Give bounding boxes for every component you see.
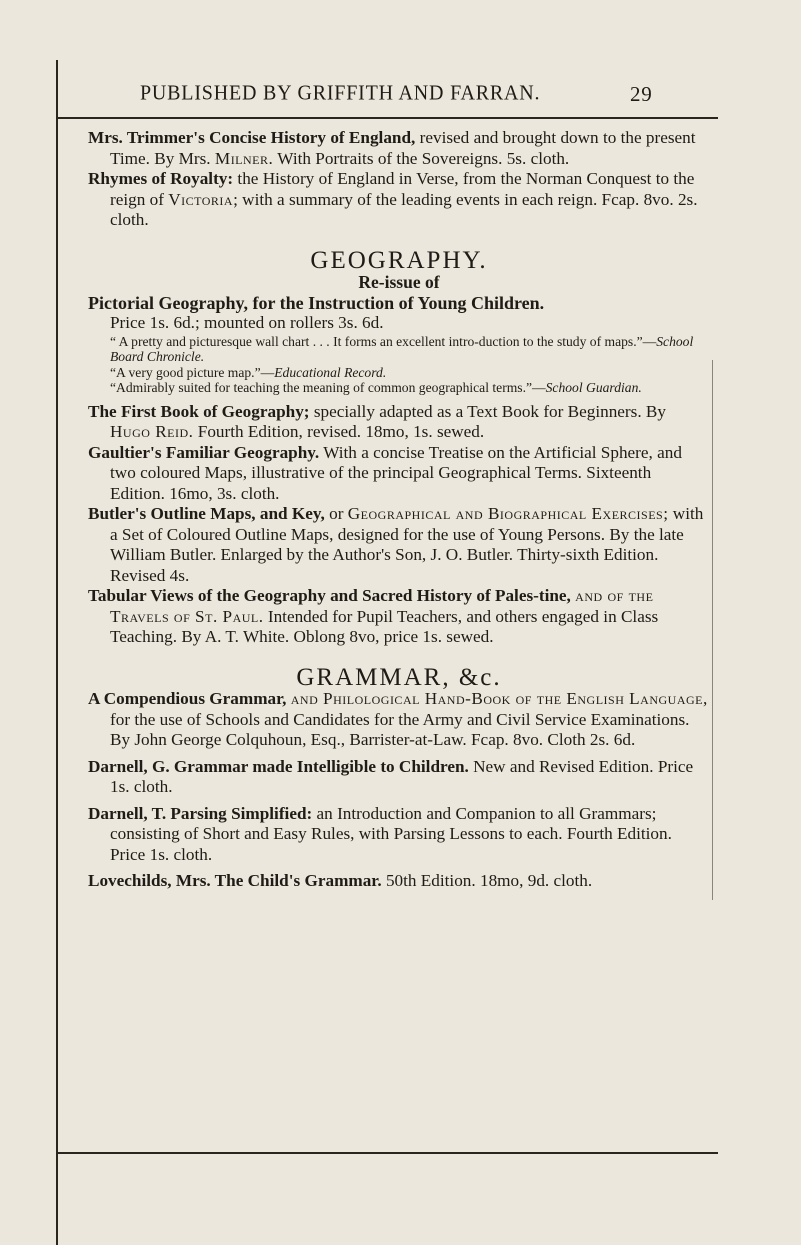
quote-source: School Guardian.	[545, 380, 642, 395]
geography-entry-first-book	[88, 402, 710, 443]
quote-text: “Admirably suited for teaching the meaning of common geographical terms.”—	[110, 380, 546, 395]
review-quote	[88, 380, 710, 396]
section-heading-grammar: GRAMMAR, &c.	[296, 663, 502, 691]
entry-title: Gaultier's Familiar Geography.	[88, 442, 320, 462]
geography-entry-tabular-views	[88, 586, 710, 648]
entry-tail: Intended for Pupil Teachers, and others engaged in Class Teaching. By A. T. White. Oblong 8vo, price 1s. sewed.	[110, 606, 659, 646]
entry-author: Hugo Reid.	[110, 422, 194, 441]
entry-tail: with a Set of Coloured Outline Maps, designed for the use of Young Persons. By the late William Butler. Enlarged by the Author's Son, J. O. Butler. Thirty-sixth Edition. Revised 4s.	[110, 504, 704, 585]
page-number: 29	[630, 82, 653, 106]
reissue-subheading: Re-issue of	[358, 272, 440, 292]
grammar-entry-darnell-g	[88, 757, 710, 798]
entry-title: Tabular Views of the Geography and Sacred History of Pales-tine,	[88, 586, 571, 605]
entry-body: revised and brought down to the present Time. By Mrs.	[110, 128, 696, 168]
entry-author: and Philological Hand-Book of the English Language,	[290, 689, 708, 708]
entry-tail: With Portraits of the Sovereigns. 5s. cloth.	[273, 148, 570, 168]
quote-source: School Board Chronicle.	[110, 333, 694, 364]
pictorial-geography-title: Pictorial Geography, for the Instruction of Young Children.	[88, 292, 545, 313]
entry-title: Mrs. Trimmer's Concise History of England,	[88, 128, 416, 147]
header-rule	[58, 117, 718, 119]
page-edge-line	[56, 60, 58, 1245]
entry-title: Darnell, G. Grammar made Intelligible to Children.	[88, 756, 469, 776]
section-heading-geography: GEOGRAPHY.	[310, 246, 488, 274]
text-column-rule	[712, 360, 713, 900]
entry-author: Milner.	[214, 148, 274, 168]
entry-body: With a concise Treatise on the Artificial Sphere, and two coloured Maps, illustrative of the principal Geographical Terms. Sixteenth Edition. 16mo, 3s. cloth.	[110, 442, 682, 503]
entry-tail: ; with a summary of the leading events in each reign. Fcap. 8vo. 2s. cloth.	[110, 189, 698, 229]
entry-body: or	[324, 504, 348, 523]
entry-tail: Fourth Edition, revised. 18mo, 1s. sewed.	[193, 422, 485, 441]
entry-body: an Introduction and Companion to all Grammars; consisting of Short and Easy Rules, with Parsing Lessons to each. Fourth Edition. Price 1s. cloth.	[110, 803, 672, 864]
entry-body: 50th Edition. 18mo, 9d. cloth.	[381, 871, 593, 890]
entry-author: Geographical and Biographical Exercises;	[347, 504, 669, 523]
footer-rule	[58, 1152, 718, 1154]
history-entry-trimmer	[88, 128, 710, 169]
entry-body: specially adapted as a Text Book for Beginners. By	[309, 401, 666, 421]
entry-title: Darnell, T. Parsing Simplified:	[88, 803, 313, 823]
entry-body: New and Revised Edition. Price 1s. cloth.	[110, 756, 694, 796]
entry-author: Victoria	[168, 189, 234, 209]
pictorial-geography-price: Price 1s. 6d.; mounted on rollers 3s. 6d.	[110, 313, 384, 332]
running-head-text: PUBLISHED BY GRIFFITH AND FARRAN.	[140, 81, 541, 105]
running-header	[140, 82, 700, 105]
entry-tail: for the use of Schools and Candidates for the Army and Civil Service Examinations. By John George Colquhoun, Esq., Barrister-at-Law. Fcap. 8vo. Cloth 2s. 6d.	[110, 709, 690, 749]
entry-title: Rhymes of Royalty:	[88, 169, 234, 188]
catalogue-body	[88, 128, 710, 892]
entry-title: A Compendious Grammar,	[88, 689, 287, 708]
grammar-entry-compendious	[88, 689, 710, 751]
entry-body: the History of England in Verse, from the Norman Conquest to the reign of	[110, 169, 695, 209]
review-quote	[88, 334, 710, 365]
quote-source: Educational Record.	[274, 364, 387, 380]
entry-title: Butler's Outline Maps, and Key,	[88, 504, 325, 523]
grammar-entry-darnell-t	[88, 804, 710, 866]
quote-text: “ A pretty and picturesque wall chart . . . It forms an excellent intro-duction to the study of maps.”—	[110, 333, 657, 349]
quote-text: “A very good picture map.”—	[110, 364, 275, 380]
geography-entry-butler	[88, 504, 710, 586]
entry-title: Lovechilds, Mrs. The Child's Grammar.	[88, 871, 382, 890]
geography-entry-gaultier	[88, 443, 710, 505]
entry-title: The First Book of Geography;	[88, 401, 310, 421]
grammar-entry-lovechilds	[88, 871, 710, 892]
entry-author: and of the Travels of St. Paul.	[110, 586, 654, 626]
review-quote	[88, 365, 710, 381]
history-entry-rhymes	[88, 169, 710, 231]
